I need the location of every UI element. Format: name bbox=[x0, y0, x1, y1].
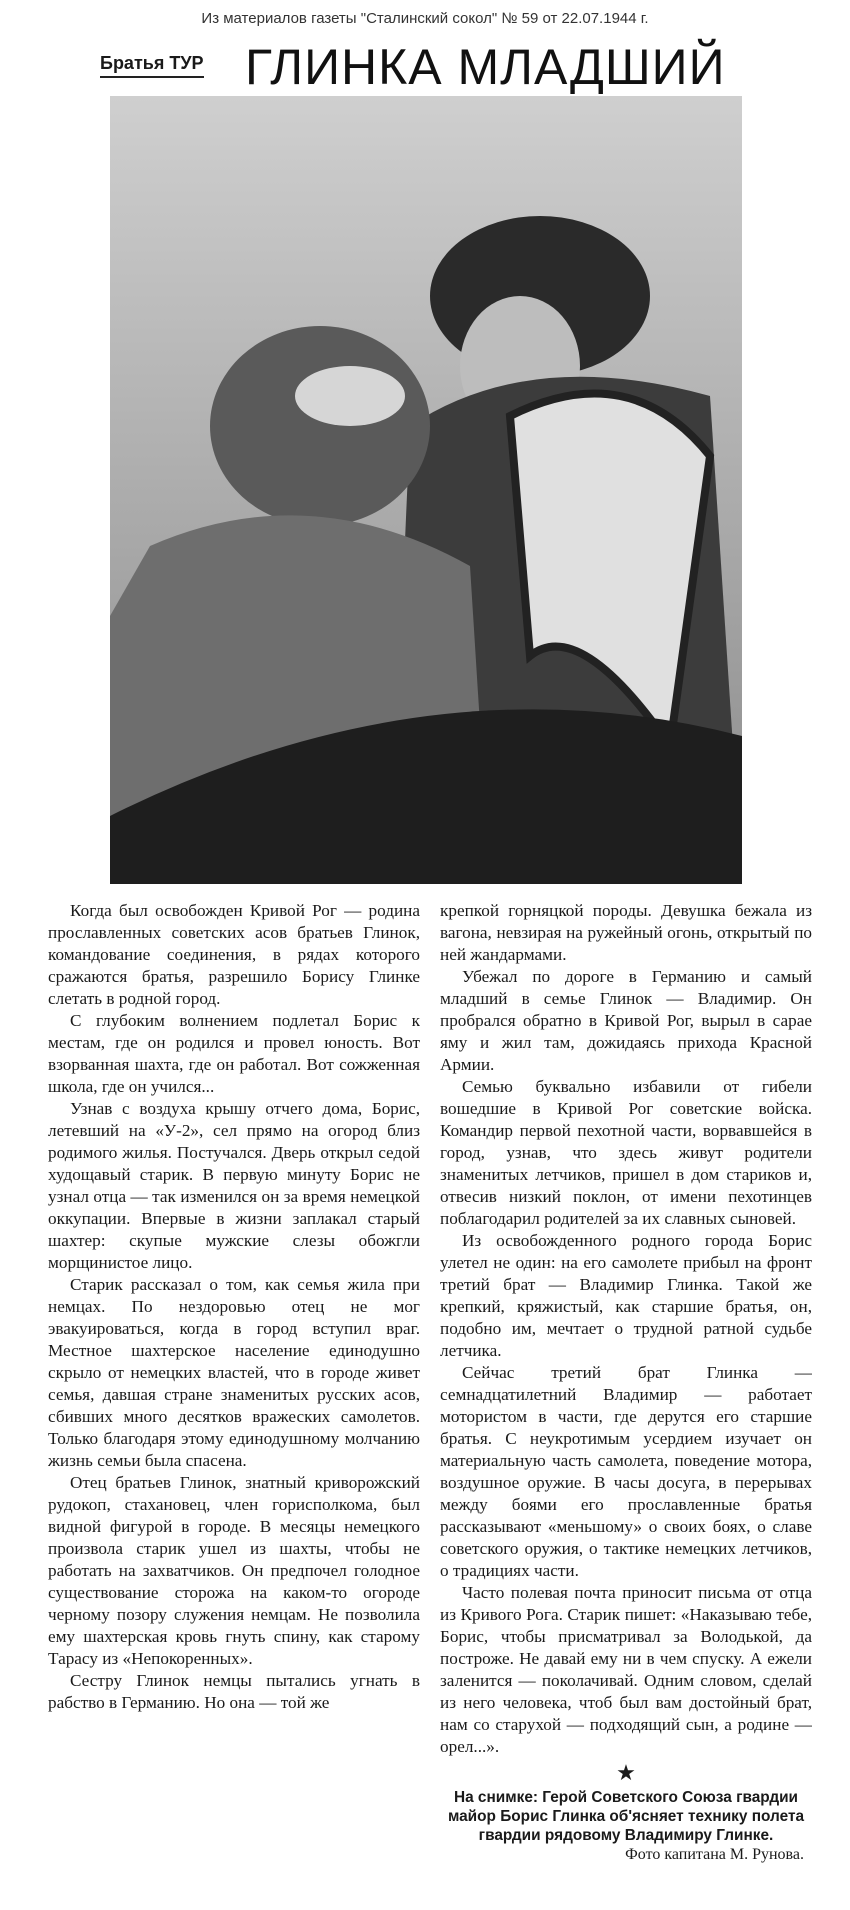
paragraph: Старик рассказал о том, как семья жила при немцах. По нездоровью отец не мог эвакуироваться, когда в город вступил враг. Местное шахтерское население единодушно скрыло от немецких властей, что в городе живет семья, давшая стране знаменитых русских асов, сбивших много десятков вражеских самолетов. Только благодаря этому единодушному молчанию жизнь семьи была спасена. bbox=[48, 1275, 420, 1470]
paragraph: Сестру Глинок немцы пытались угнать в рабство в Германию. Но она — той же bbox=[48, 1671, 420, 1712]
article-photo bbox=[110, 96, 742, 884]
photo-caption: На снимке: Герой Советского Союза гвардии майор Борис Глинка об'ясняет технику полета гвардии рядовому Владимиру Глинке. bbox=[447, 1789, 805, 1844]
headline: ГЛИНКА МЛАДШИЙ bbox=[245, 39, 726, 95]
paragraph: Сейчас третий брат Глинка — семнадцатилетний Владимир — работает мотористом в части, где дерутся его старшие братья. С неукротимым усердием изучает он материальную часть самолета, поведение мотора, воздушное оружие. В часы досуга, в перерывах между боями его прославленные братья рассказывают «меньшому» о своих боях, о славе советского оружия, о тактике немецких летчиков, о традициях части. bbox=[440, 1363, 812, 1580]
article-column-left bbox=[48, 900, 420, 1880]
paragraph: Когда был освобожден Кривой Рог — родина прославленных советских асов братьев Глинок, командование соединения, в рядах которого сражаются братья, разрешило Борису Глинке слетать в родной город. bbox=[48, 901, 420, 1008]
article-header bbox=[100, 39, 750, 95]
paragraph: Узнав с воздуха крышу отчего дома, Борис, летевший на «У-2», сел прямо на огород близ родимого жилья. Постучался. Дверь открыл седой худощавый старик. В первую минуту Борис не узнал отца — так изменился он за время немецкой оккупации. Впервые в жизни заплакал старый шахтер: скупые мужские слезы обожгли морщинистое лицо. bbox=[48, 1099, 420, 1272]
paragraph-continuation: крепкой горняцкой породы. Девушка бежала из вагона, невзирая на ружейный огонь, открытый по ней жандармами. bbox=[440, 901, 812, 964]
paragraph: Отец братьев Глинок, знатный криворожский рудокоп, стахановец, член горисполкома, был видной фигурой в городе. В месяцы немецкого произвола старик ушел из шахты, чтобы не работать на захватчиков. Он предпочел голодное существование сторожа на каком-то огороде черному позору служения немцам. Не позволила ему шахтерская кровь гнуть спину, как старому Тарасу из «Непокоренных». bbox=[48, 1473, 420, 1668]
star-icon: ★ bbox=[616, 1760, 636, 1785]
paragraph: Часто полевая почта приносит письма от отца из Кривого Рога. Старик пишет: «Наказываю тебе, Борис, чтобы присматривал за Володькой, да построже. Не давай ему ни в чем спуску. А ежели заленится — поколачивай. Одним словом, сделай из него человека, чтоб был вам достойный брат, нам со старухой — подходящий сын, а родине — орел...». bbox=[440, 1583, 812, 1756]
photograph-icon bbox=[110, 96, 742, 884]
paragraph: С глубоким волнением подлетал Борис к местам, где он родился и провел юность. Вот взорванная шахта, где он работал. Вот сожженная школа, где он учился... bbox=[48, 1011, 420, 1096]
source-note: Из материалов газеты "Сталинский сокол" № 59 от 22.07.1944 г. bbox=[201, 10, 649, 27]
photo-credit: Фото капитана М. Рунова. bbox=[625, 1846, 804, 1863]
paragraph: Семью буквально избавили от гибели вошедшие в Кривой Рог советские войска. Командир первой пехотной части, ворвавшейся в город, узнав, что здесь живут родители знаменитых летчиков, пришел в дом стариков и, отвесив низкий поклон, от имени пехотинцев поблагодарил родителей за их славных сыновей. bbox=[440, 1077, 812, 1228]
paragraph: Из освобожденного родного города Борис улетел не один: на его самолете прибыл на фронт третий брат — Владимир Глинка. Такой же крепкий, кряжистый, как старшие братья, он, подобно им, мечтает о трудной ратной судьбе летчика. bbox=[440, 1231, 812, 1360]
kicker: Братья ТУР bbox=[100, 53, 204, 78]
paragraph: Убежал по дороге в Германию и самый младший в семье Глинок — Владимир. Он пробрался обратно в Кривой Рог, вырыл в сарае яму и жил там, дожидаясь прихода Красной Армии. bbox=[440, 967, 812, 1074]
article-column-right bbox=[440, 900, 812, 1880]
